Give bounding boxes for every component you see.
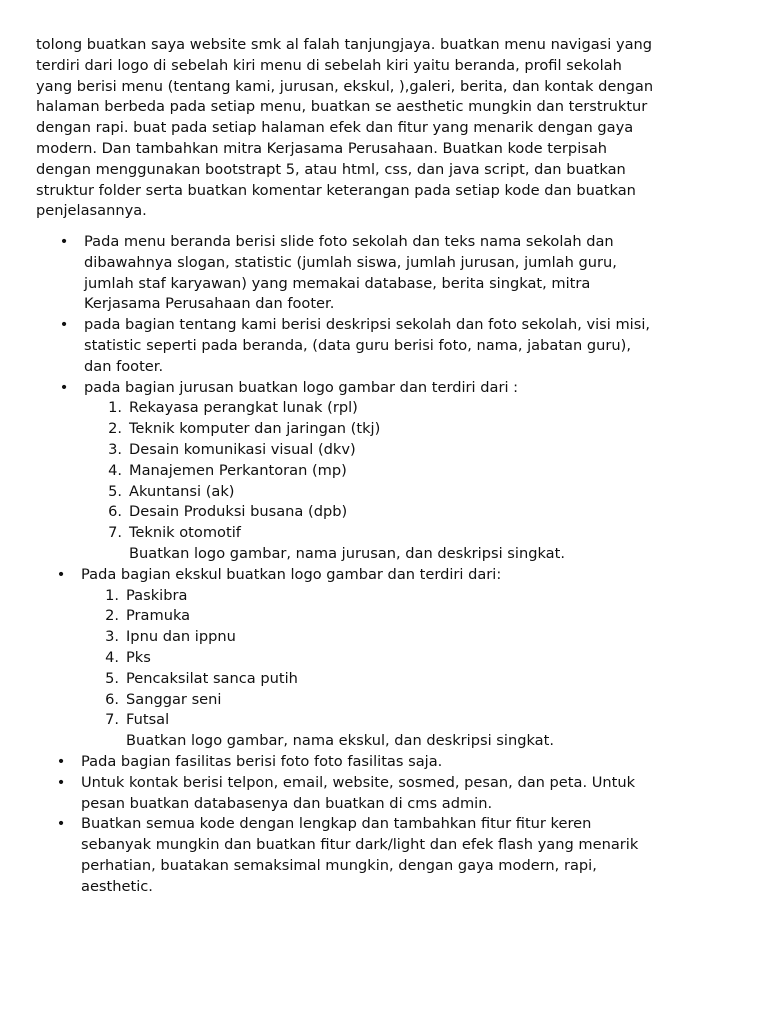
jurusan-name: Rekayasa perangkat lunak (rpl)	[129, 399, 358, 417]
list-number: 3.	[105, 628, 119, 646]
bullet-item-kontak	[0, 773, 768, 815]
intro-line: dengan rapi. buat pada setiap halaman efek dan fitur yang menarik dengan gaya	[36, 119, 634, 137]
bullet-line: Pada bagian ekskul buatkan logo gambar dan terdiri dari:	[81, 565, 502, 583]
bullet-item-semua-kode	[0, 814, 768, 897]
intro-paragraph	[36, 35, 736, 222]
list-item	[0, 690, 768, 711]
bullet-line: jumlah staf karyawan) yang memakai database, berita singkat, mitra	[84, 274, 591, 292]
list-item	[0, 710, 768, 731]
list-item	[0, 419, 768, 440]
list-number: 7.	[108, 524, 122, 542]
bullet-line: pesan buatkan databasenya dan buatkan di cms admin.	[81, 794, 493, 812]
bullet-marker: •	[59, 233, 69, 250]
list-item	[0, 440, 768, 461]
list-item	[0, 502, 768, 523]
bullet-line: Kerjasama Perusahaan dan footer.	[84, 295, 335, 313]
bullet-marker: •	[59, 378, 69, 396]
ekskul-name: Pencaksilat sanca putih	[126, 669, 298, 687]
list-item	[0, 627, 768, 648]
list-number: 5.	[108, 482, 122, 500]
list-number: 5.	[105, 669, 119, 687]
list-number: 4.	[108, 461, 122, 479]
bullet-line: pada bagian tentang kami berisi deskripsi sekolah dan foto sekolah, visi misi,	[84, 316, 651, 334]
bullet-line: Buatkan semua kode dengan lengkap dan tambahkan fitur fitur keren	[81, 815, 592, 833]
bullet-line: perhatian, buatakan semaksimal mungkin, dengan gaya modern, rapi,	[81, 856, 597, 874]
intro-line: dengan menggunakan bootstrapt 5, atau html, css, dan java script, dan buatkan	[36, 160, 626, 178]
intro-line: tolong buatkan saya website smk al falah tanjungjaya. buatkan menu navigasi yang	[36, 36, 653, 53]
bullet-line: statistic seperti pada beranda, (data guru berisi foto, nama, jabatan guru),	[84, 336, 631, 354]
list-number: 2.	[108, 420, 122, 438]
list-item	[0, 523, 768, 544]
bullet-line: pada bagian jurusan buatkan logo gambar dan terdiri dari :	[84, 378, 519, 396]
list-item	[0, 606, 768, 627]
bullet-line: Pada bagian fasilitas berisi foto foto fasilitas saja.	[81, 752, 443, 770]
list-number: 2.	[105, 607, 119, 625]
list-number: 1.	[105, 586, 119, 604]
list-item	[0, 586, 768, 607]
ekskul-note: Buatkan logo gambar, nama ekskul, dan deskripsi singkat.	[126, 732, 554, 750]
list-number: 3.	[108, 440, 122, 458]
bullet-marker: •	[56, 565, 66, 583]
jurusan-list	[0, 398, 768, 544]
bullet-item-tentang-kami	[0, 315, 768, 377]
jurusan-name: Desain Produksi busana (dpb)	[129, 503, 348, 521]
list-number: 6.	[105, 690, 119, 708]
intro-line: modern. Dan tambahkan mitra Kerjasama Perusahaan. Buatkan kode terpisah	[36, 139, 608, 157]
list-item	[0, 398, 768, 419]
intro-line: halaman berbeda pada setiap menu, buatkan se aesthetic mungkin dan terstruktur	[36, 98, 648, 116]
bullet-list	[0, 232, 768, 898]
jurusan-name: Akuntansi (ak)	[129, 482, 235, 500]
bullet-line: dan footer.	[84, 357, 164, 375]
list-number: 1.	[108, 399, 122, 417]
ekskul-name: Sanggar seni	[126, 690, 222, 708]
bullet-marker: •	[56, 752, 66, 770]
bullet-marker: •	[56, 773, 66, 791]
ekskul-name: Pramuka	[126, 607, 191, 625]
ekskul-name: Ipnu dan ippnu	[126, 628, 236, 646]
ekskul-name: Pks	[126, 648, 151, 666]
list-item	[0, 461, 768, 482]
list-number: 7.	[105, 711, 119, 729]
bullet-line: Untuk kontak berisi telpon, email, website, sosmed, pesan, dan peta. Untuk	[81, 773, 636, 791]
jurusan-note: Buatkan logo gambar, nama jurusan, dan deskripsi singkat.	[129, 544, 565, 562]
list-number: 4.	[105, 648, 119, 666]
jurusan-name: Manajemen Perkantoran (mp)	[129, 461, 347, 479]
list-item	[0, 669, 768, 690]
bullet-item-jurusan	[0, 378, 768, 565]
list-item	[0, 648, 768, 669]
jurusan-name: Desain komunikasi visual (dkv)	[129, 440, 356, 458]
bullet-item-fasilitas	[0, 752, 768, 773]
bullet-line: Pada menu beranda berisi slide foto sekolah dan teks nama sekolah dan	[84, 233, 614, 250]
list-number: 6.	[108, 503, 122, 521]
jurusan-name: Teknik komputer dan jaringan (tkj)	[129, 420, 381, 438]
bullet-line: sebanyak mungkin dan buatkan fitur dark/light dan efek flash yang menarik	[81, 836, 639, 854]
intro-line: yang berisi menu (tentang kami, jurusan, ekskul, ),galeri, berita, dan kontak dengan	[36, 77, 654, 95]
intro-line: terdiri dari logo di sebelah kiri menu di sebelah kiri yaitu beranda, profil sekolah	[36, 56, 622, 74]
ekskul-name: Futsal	[126, 711, 170, 729]
bullet-marker: •	[56, 815, 66, 833]
list-item	[0, 482, 768, 503]
ekskul-list	[0, 586, 768, 732]
ekskul-name: Paskibra	[126, 586, 188, 604]
intro-line: struktur folder serta buatkan komentar keterangan pada setiap kode dan buatkan	[36, 181, 636, 199]
bullet-item-ekskul	[0, 565, 768, 752]
bullet-line: dibawahnya slogan, statistic (jumlah siswa, jumlah jurusan, jumlah guru,	[84, 253, 617, 271]
bullet-item-beranda	[0, 232, 768, 315]
bullet-marker: •	[59, 316, 69, 334]
bullet-line: aesthetic.	[81, 877, 153, 895]
intro-line: penjelasannya.	[36, 202, 147, 220]
jurusan-name: Teknik otomotif	[129, 524, 241, 542]
